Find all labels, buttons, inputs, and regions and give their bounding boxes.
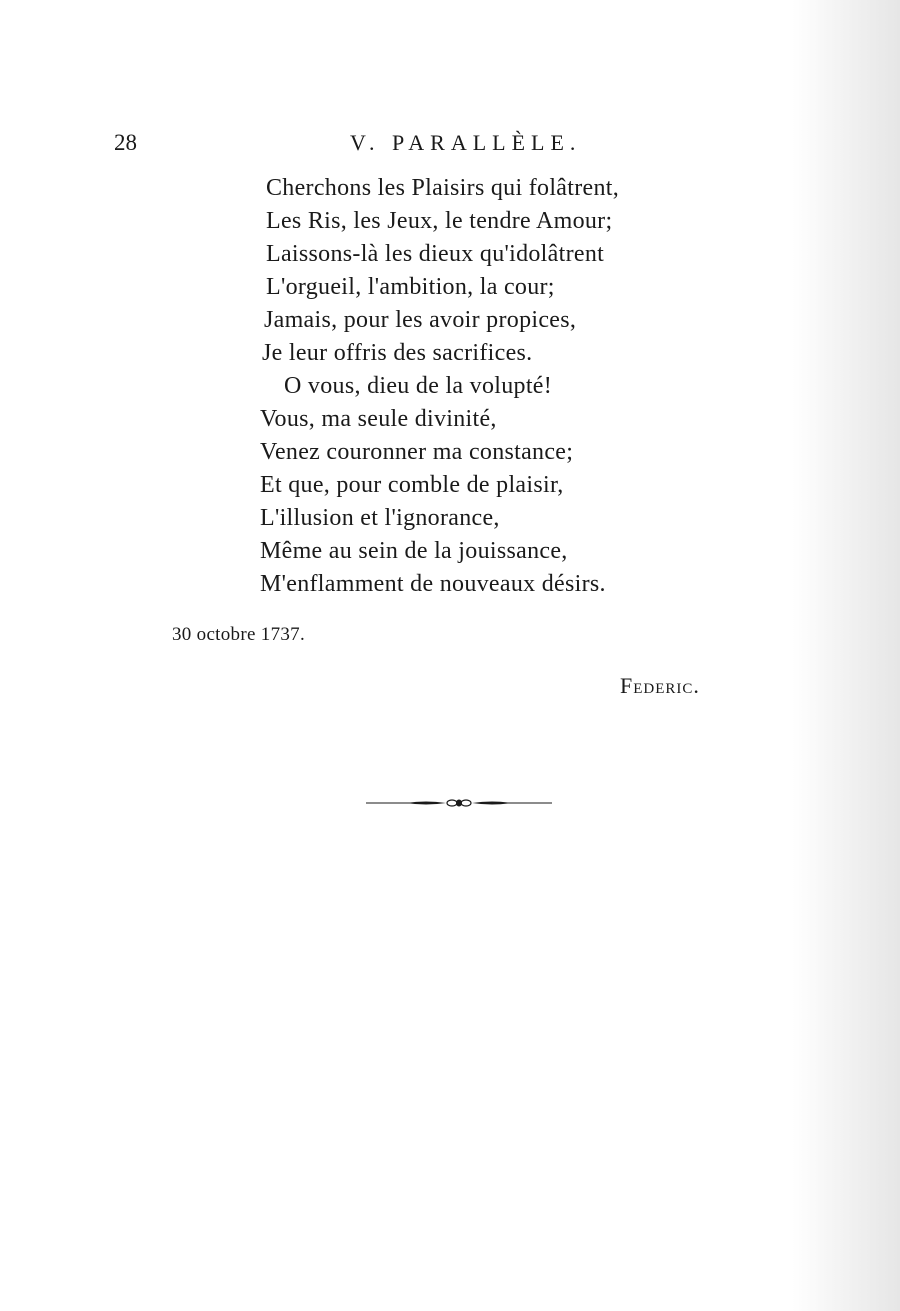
poem-line: L'illusion et l'ignorance,	[260, 505, 500, 531]
poem-line: Venez couronner ma constance;	[260, 439, 574, 465]
poem-line: Laissons-là les dieux qu'idolâtrent	[266, 241, 605, 267]
poem-line: Et que, pour comble de plaisir,	[260, 472, 564, 498]
poem-line: Jamais, pour les avoir propices,	[264, 307, 577, 333]
date-line: 30 octobre 1737.	[172, 624, 306, 645]
poem-line: Je leur offris des sacrifices.	[262, 340, 533, 366]
poem-line: O vous, dieu de la volupté!	[284, 373, 553, 399]
page-number: 28	[114, 130, 137, 155]
poem-line: M'enflamment de nouveaux désirs.	[260, 571, 606, 597]
poem-line: L'orgueil, l'ambition, la cour;	[266, 274, 555, 300]
poem-line: Les Ris, les Jeux, le tendre Amour;	[266, 208, 613, 234]
tailpiece-ornament-icon	[366, 795, 552, 811]
poem-line: Cherchons les Plaisirs qui folâtrent,	[266, 175, 620, 201]
poem	[260, 172, 680, 601]
poem-line: Même au sein de la jouissance,	[260, 538, 568, 564]
running-title: V. PARALLÈLE.	[350, 130, 582, 155]
poem-line: Vous, ma seule divinité,	[260, 406, 497, 432]
signature: Federic.	[620, 673, 700, 698]
